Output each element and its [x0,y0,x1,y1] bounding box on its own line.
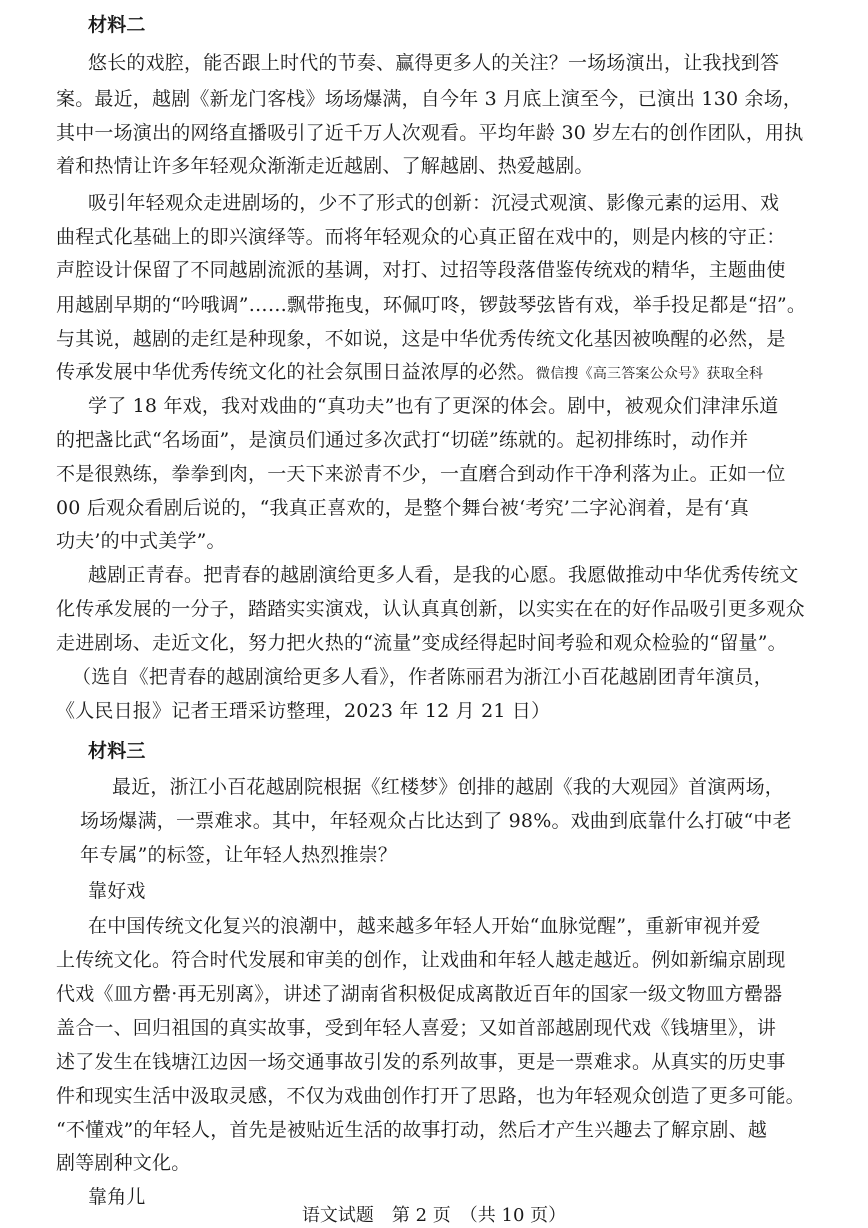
subheading: 靠好戏 [88,880,146,902]
paragraph-line: 盖合一、回归祖国的真实故事，受到年轻人喜爱；又如首部越剧现代戏《钱塘里》，讲 [56,1017,777,1039]
paragraph-line: 剧等剧种文化。 [56,1152,191,1174]
paragraph-line: 曲程式化基础上的即兴演绎等。而将年轻观众的心真正留在戏中的，则是内核的守正： [56,226,786,248]
paragraph-line: 用越剧早期的“吟哦调”……飘带拖曳，环佩叮咚，锣鼓琴弦皆有戏，举手投足都是“招”。 [56,294,807,316]
paragraph-line: 案。最近，越剧《新龙门客栈》场场爆满，自今年 3 月底上演至今，已演出 130 余场， [56,88,803,110]
source-citation: 《人民日报》记者王瑨采访整理，2023 年 12 月 21 日） [56,700,551,722]
paragraph-line: 功夫’的中式美学”。 [56,530,226,552]
paragraph-line: 00 后观众看剧后说的，“我真正喜欢的，是整个舞台被‘考究’二字沁润着，是有‘真 [56,497,750,519]
paragraph-line: 化传承发展的一分子，踏踏实实演戏，认认真真创新，以实实在在的好作品吸引更多观众 [56,598,805,620]
paragraph-line: 的把盏比武“名场面”，是演员们通过多次武打“切磋”练就的。起初排练时，动作并 [56,429,749,451]
paragraph-line: 越剧正青春。把青春的越剧演给更多人看，是我的心愿。我愿做推动中华优秀传统文 [88,564,799,586]
paragraph-line: 与其说，越剧的走红是种现象，不如说，这是中华优秀传统文化基因被唤醒的必然，是 [56,328,786,350]
paragraph-line: 走进剧场、走近文化，努力把火热的“流量”变成经得起时间考验和观众检验的“留量”。 [56,632,787,654]
paragraph-line: 上传统文化。符合时代发展和审美的创作，让戏曲和年轻人越走越近。例如新编京剧现 [56,949,786,971]
subheading: 靠角儿 [88,1186,146,1208]
paragraph-line: 述了发生在钱塘江边因一场交通事故引发的系列故事，更是一票难求。从真实的历史事 [56,1051,786,1073]
source-citation: （选自《把青春的越剧演给更多人看》，作者陈丽君为浙江小百花越剧团青年演员， [72,666,773,688]
paragraph-line: 不是很熟练，拳拳到肉，一天下来淤青不少，一直磨合到动作干净利落为止。正如一位 [56,463,786,485]
paragraph-line: 年专属”的标签，让年轻人热烈推崇？ [80,844,398,866]
paragraph-line: 件和现实生活中汲取灵感，不仅为戏曲创作打开了思路，也为年轻观众创造了更多可能。 [56,1085,805,1107]
paragraph-line [56,359,816,387]
paragraph-line: 代戏《皿方罍·再无别离》，讲述了湖南省积极促成离散近百年的国家一级文物皿方罍器 [56,983,783,1005]
page-footer: 语文试题 第 2 页 （共 10 页） [301,1205,567,1226]
material2-heading: 材料二 [88,14,146,36]
paragraph-line: 吸引年轻观众走进剧场的，少不了形式的创新：沉浸式观演、影像元素的运用、戏 [88,192,780,214]
material3-heading: 材料三 [88,740,146,762]
paragraph-line: 着和热情让许多年轻观众渐渐走近越剧、了解越剧、热爱越剧。 [56,155,594,177]
paragraph-line: “不懂戏”的年轻人，首先是被贴近生活的故事打动，然后才产生兴趣去了解京剧、越 [56,1119,768,1141]
watermark-text: 微信搜《高三答案公众号》获取全科 [536,366,764,382]
paragraph-line: 在中国传统文化复兴的浪潮中，越来越多年轻人开始“血脉觉醒”，重新审视并爱 [88,915,761,937]
paragraph-line: 声腔设计保留了不同越剧流派的基调，对打、过招等段落借鉴传统戏的精华，主题曲使 [56,259,786,281]
paragraph-line: 悠长的戏腔，能否跟上时代的节奏、赢得更多人的关注？一场场演出，让我找到答 [88,52,780,74]
paragraph-line: 场场爆满，一票难求。其中，年轻观众占比达到了 98%。戏曲到底靠什么打破“中老 [80,810,792,832]
paragraph-text: 传承发展中华优秀传统文化的社会氛围日益浓厚的必然。 [56,361,537,383]
paragraph-line: 最近，浙江小百花越剧院根据《红楼梦》创排的越剧《我的大观园》首演两场， [112,776,785,798]
paragraph-line: 其中一场演出的网络直播吸引了近千万人次观看。平均年龄 30 岁左右的创作团队，用执 [56,122,804,144]
paragraph-line: 学了 18 年戏，我对戏曲的“真功夫”也有了更深的体会。剧中，被观众们津津乐道 [88,395,779,417]
